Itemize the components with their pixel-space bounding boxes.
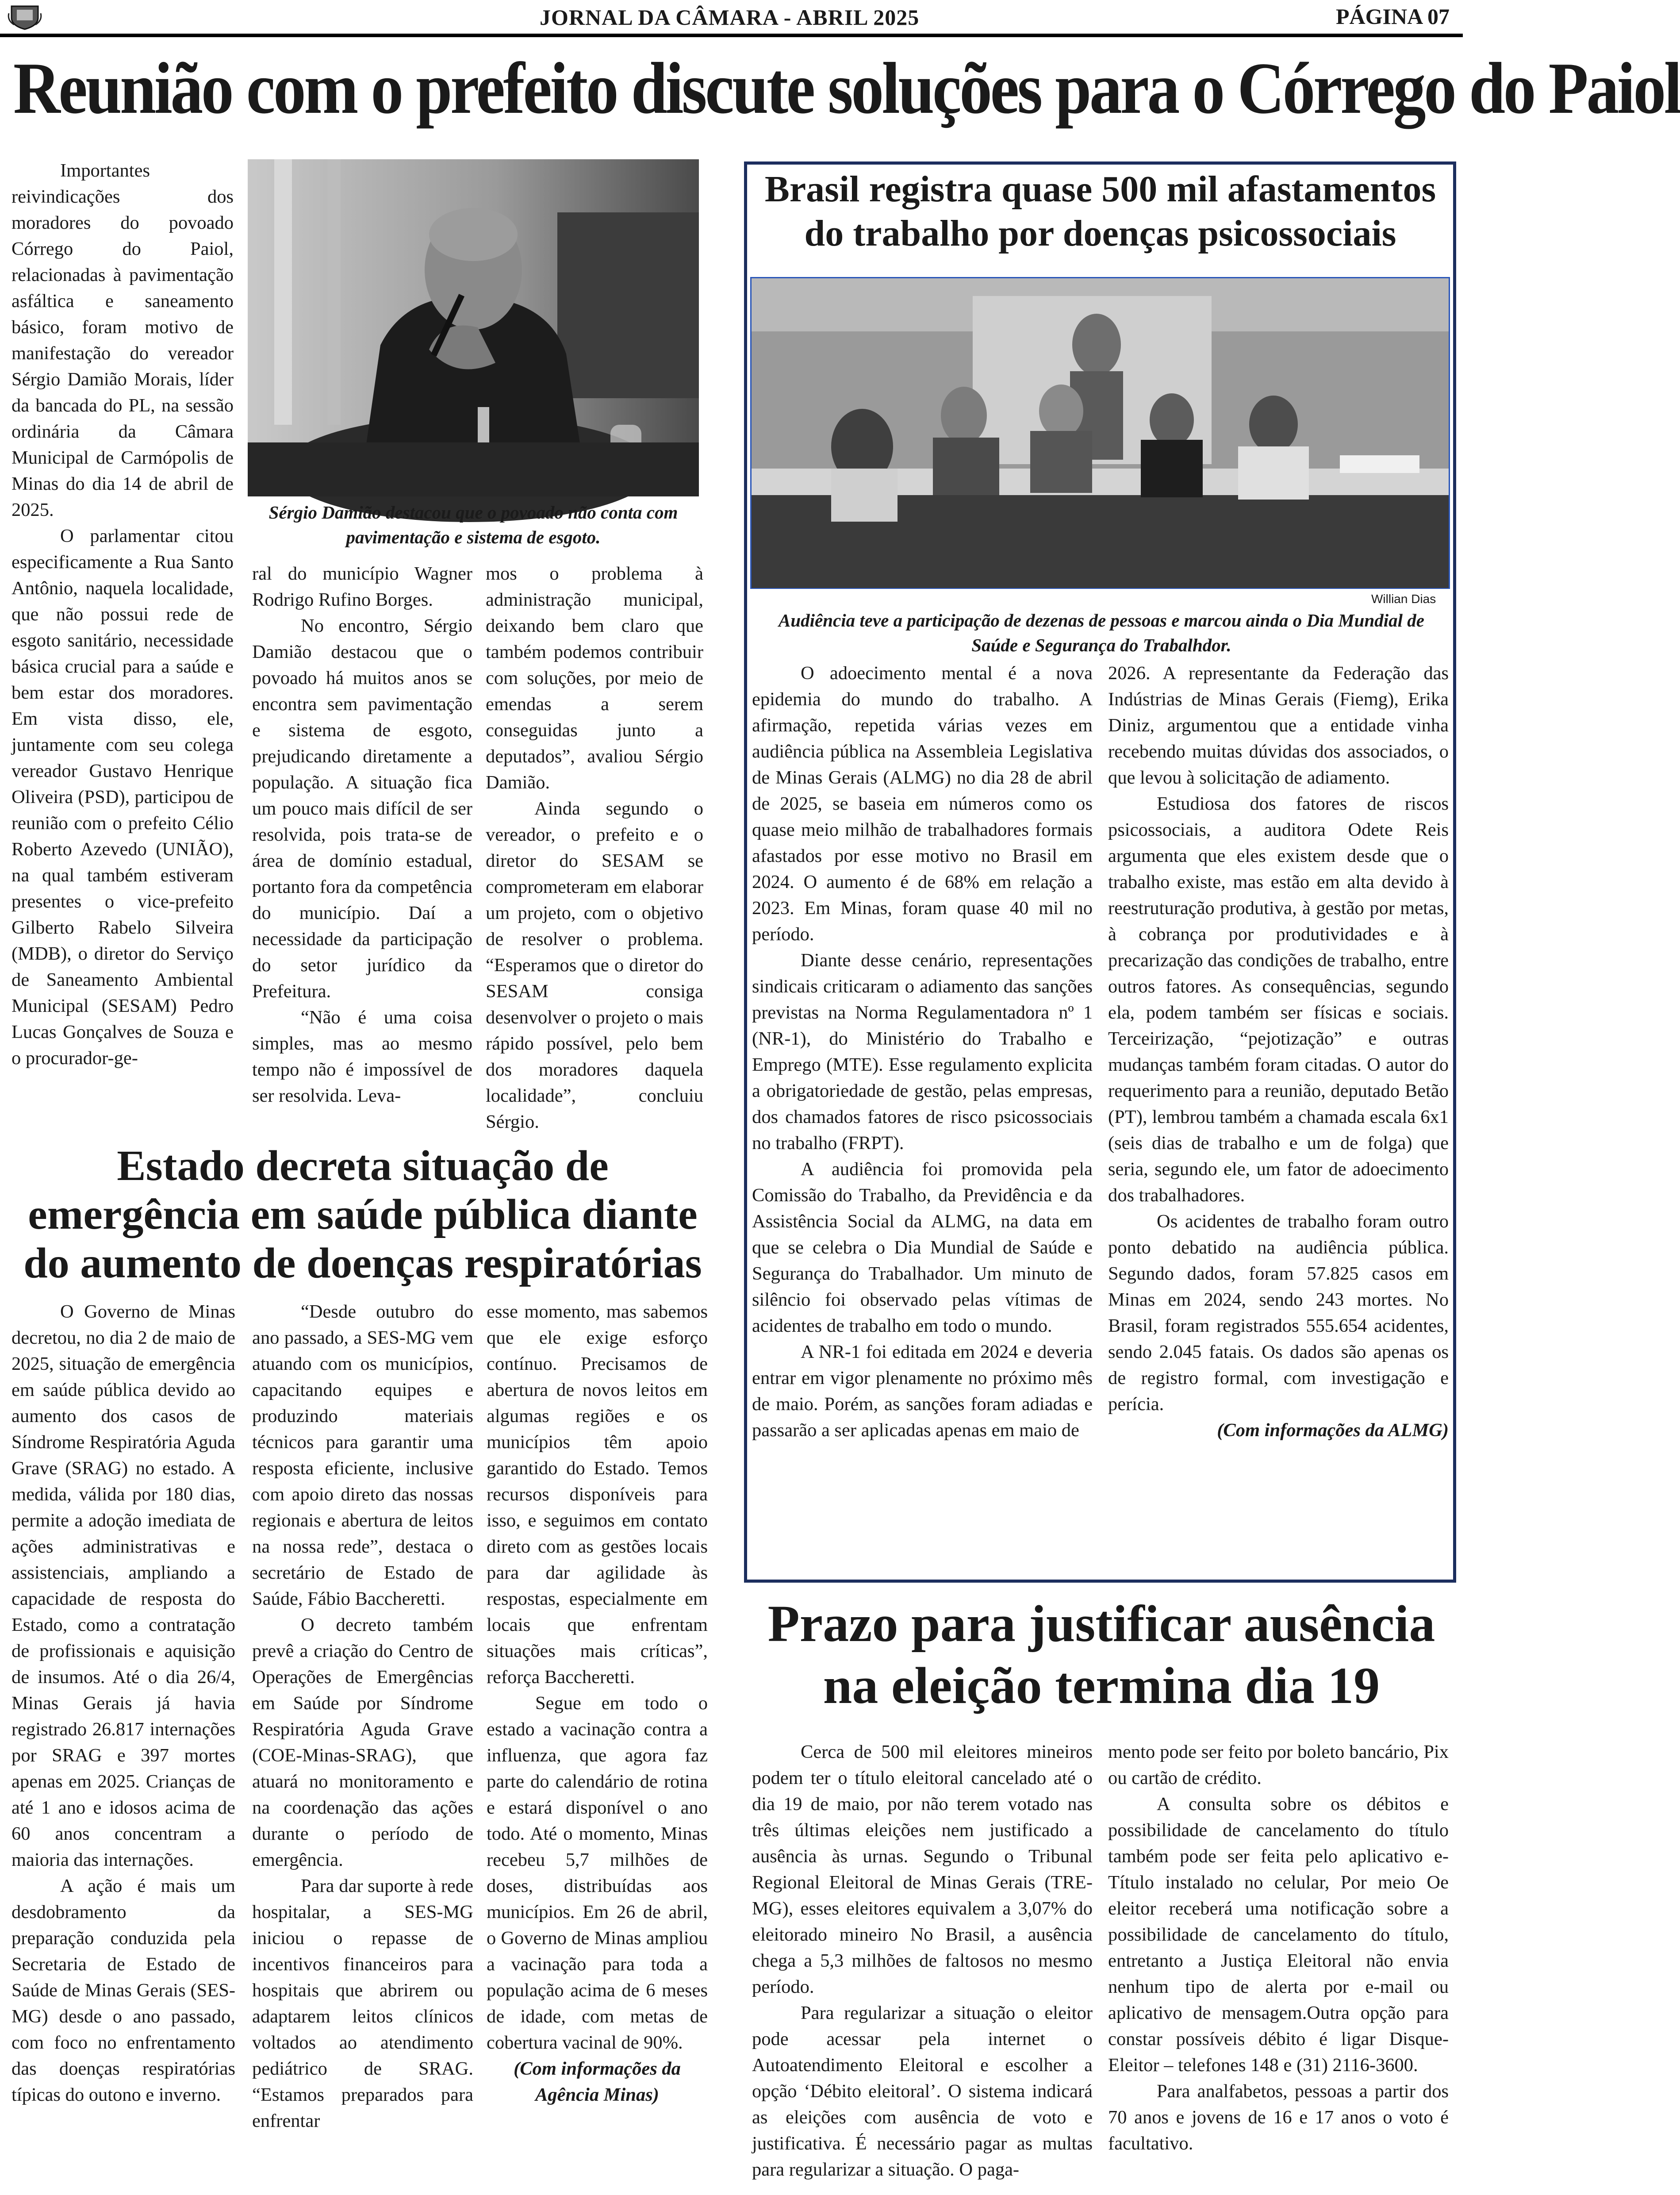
article4-c2-p2: A consulta sobre os débitos e possibilidade de cancelamento do título também pode ser feita pelo aplicativo e-Título instalado no celular, Por meio Oe eleitor receberá uma notificação sobre a possibilidade de cancelamento do título, entretanto a Justiça Eleitoral não envia nenhum tipo de alerta por e-mail ou aplicativo de mensagem.Outra opção para constar possíveis débito é ligar Disque-Eleitor – telefones 148 e (31) 2116-3600. [1108, 1794, 1449, 2076]
article2-column-1 [752, 660, 1093, 1443]
header-rule [0, 34, 1463, 37]
article4-c1-p1: Cerca de 500 mil eleitores mineiros podem ter o título eleitoral cancelado até o dia 19 de maio, por não terem votado nas três últimas eleições nem justificado a ausência às urnas. Segundo o Tribunal Regional Eleitoral de Minas Gerais (TRE-MG), esses eleitores equivalem a 3,07% do eleitorado mineiro No Brasil, a ausência chega a 5,3 milhões de faltosos no mesmo período. [752, 1741, 1093, 1997]
article1-c2-p2: No encontro, Sérgio Damião destacou que o povoado há muitos anos se encontra sem pavimentação e sistema de esgoto, prejudicando diretamente a população. A situação fica um pouco mais difícil de ser resolvida, pois trata-se de área de domínio estadual, portanto fora da competência do município. Daí a necessidade da participação do setor jurídico da Prefeitura. [252, 615, 472, 1002]
article2-c1-p4: A NR-1 foi editada em 2024 e deveria entrar em vigor plenamente no próximo mês de maio. Porém, as sanções foram adiadas e passarão a ser aplicadas apenas em maio de [752, 1342, 1093, 1441]
article3-headline: Estado decreta situação de emergência em saúde pública diante do aumento de doenças respiratórias [23, 1142, 702, 1287]
article2-photo-hearing [750, 277, 1450, 589]
article1-photo-councilman [248, 159, 699, 496]
article4-c2-p3: Para analfabetos, pessoas a partir dos 70 anos e jovens de 16 e 17 anos o voto é facultativo. [1108, 2081, 1449, 2154]
article4-c2-p1: mento pode ser feito por boleto bancário, Pix ou cartão de crédito. [1108, 1741, 1449, 1788]
article1-c2-p1: ral do município Wagner Rodrigo Rufino Borges. [252, 563, 472, 610]
article1-column-2 [252, 561, 472, 1109]
article2-c2-p3: Os acidentes de trabalho foram outro ponto debatido na audiência pública. Segundo dados, foram 57.825 casos em Minas em 2024, sendo 243 mortes. No Brasil, foram registrados 555.654 acidentes, sendo 2.045 fatais. Os dados são apenas os de registro formal, com investigação e perícia. [1108, 1211, 1449, 1415]
article2-c1-p2: Diante desse cenário, representações sindicais criticaram o adiamento das sanções previstas na Norma Regulamentadora nº 1 (NR-1), do Ministério do Trabalho e Emprego (MTE). Esse regulamento explicita a obrigatoriedade de gestão, pelas empresas, dos chamados fatores de risco psicossociais no trabalho (FRPT). [752, 950, 1093, 1153]
article2-c1-p3: A audiência foi promovida pela Comissão do Trabalho, da Previdência e da Assistência Social da ALMG, na data em que se celebra o Dia Mundial de Saúde e Segurança do Trabalhador. Um minuto de silêncio foi observado pelas vítimas de acidentes de trabalho em todo o mundo. [752, 1159, 1093, 1336]
article1-headline: Reunião com o prefeito discute soluções para o Córrego do Paiol [13, 47, 1680, 129]
publication-name: JORNAL DA CÂMARA - ABRIL 2025 [540, 5, 920, 30]
article1-photo-caption: Sérgio Damião destacou que o povoado não conta com pavimentação e sistema de esgoto. [268, 502, 678, 547]
article1-column-3 [486, 561, 703, 1135]
article3-c3-p1: esse momento, mas sabemos que ele exige esforço contínuo. Precisamos de abertura de novos leitos em algumas regiões e os municípios têm apoio garantido do Estado. Temos recursos disponíveis para isso, e seguimos em contato direto com as gestões locais para dar agilidade às respostas, especialmente em locais que enfrentam situações mais críticas”, reforça Baccheretti. [487, 1301, 708, 1688]
article2-column-2 [1108, 660, 1449, 1443]
article2-c2-p1: 2026. A representante da Federação das Indústrias de Minas Gerais (Fiemg), Erika Diniz, argumentou que a entidade vinha recebendo muitas dúvidas dos associados, o que levou à solicitação de adiamento. [1108, 663, 1449, 788]
article2-c1-p1: O adoecimento mental é a nova epidemia do mundo do trabalho. A afirmação, repetida várias vezes em audiência pública na Assembleia Legislativa de Minas Gerais (ALMG) no dia 28 de abril de 2025, se baseia em números como os quase meio milhão de trabalhadores formais afastados por esse motivo no Brasil em 2024. O aumento é de 68% em relação a 2023. Em Minas, foram quase 40 mil no período. [752, 663, 1093, 945]
article4-c1-p2: Para regularizar a situação o eleitor pode acessar pela internet o Autoatendimento Eleitoral e escolher a opção ‘Débito eleitoral’. O sistema indicará as eleições com ausência de voto e justificativa. É necessário pagar as multas para regularizar a situação. O paga- [752, 2003, 1093, 2180]
article3-c3-p2: Segue em todo o estado a vacinação contra a influenza, que agora faz parte do calendário de rotina e estará disponível o ano todo. Até o momento, Minas recebeu 5,7 milhões de doses, distribuídas aos municípios. Em 26 de abril, o Governo de Minas ampliou a vacinação para toda a população acima de 6 meses de idade, com metas de cobertura vacinal de 90%. [487, 1693, 708, 2053]
article1-column-1 [12, 158, 234, 1071]
article2-source-credit: (Com informações da ALMG) [1217, 1420, 1449, 1441]
article3-source-credit: (Com informações da Agência Minas) [514, 2058, 681, 2105]
article3-column-3 [487, 1299, 708, 2108]
article1-c1-p2: O parlamentar citou especificamente a Rua Santo Antônio, naquela localidade, que não possui rede de esgoto sanitário, necessidade básica crucial para a saúde e bem estar dos moradores. Em vista disso, ele, juntamente com seu colega vereador Gustavo Henrique Oliveira (PSD), participou de reunião com o prefeito Célio Roberto Azevedo (UNIÃO), na qual também estiveram presentes o vice-prefeito Gilberto Rabelo Silveira (MDB), o diretor do Serviço de Saneamento Ambiental Municipal (SESAM) Pedro Lucas Gonçalves de Souza e o procurador-ge- [12, 526, 234, 1069]
article1-c2-p3: “Não é uma coisa simples, mas ao mesmo tempo não é impossível de ser resolvida. Leva- [252, 1007, 472, 1106]
article1-c3-p1: mos o problema à administração municipal, deixando bem claro que também podemos contribuir com soluções, por meio de emendas a serem conseguidas junto a deputados”, avaliou Sérgio Damião. [486, 563, 703, 793]
article2-headline: Brasil registra quase 500 mil afastamentos do trabalho por doenças psicossociais [764, 169, 1436, 254]
article1-c3-p2: Ainda segundo o vereador, o prefeito e o diretor do SESAM se comprometeram em elaborar um projeto, com o objetivo de resolver o problema. “Esperamos que o diretor do SESAM consiga desenvolver o projeto o mais rápido possível, pelo bem dos moradores daquela localidade”, concluiu Sérgio. [486, 798, 703, 1132]
article2-photo-caption: Audiência teve a participação de dezenas de pessoas e marcou ainda o Dia Mundial de Saúde e Segurança do Trabalhdor. [779, 610, 1424, 655]
page-number: PÁGINA 07 [1336, 4, 1450, 29]
article3-c2-p3: Para dar suporte à rede hospitalar, a SES-MG iniciou o repasse de incentivos financeiros para hospitais que abrirem ou adaptarem leitos clínicos voltados ao atendimento pediátrico de SRAG. “Estamos preparados para enfrentar [252, 1876, 473, 2131]
article1-c1-p1: Importantes reivindicações dos moradores do povoado Córrego do Paiol, relacionadas à pavimentação asfáltica e saneamento básico, foram motivo de manifestação do vereador Sérgio Damião Morais, líder da bancada do PL, na sessão ordinária da Câmara Municipal de Carmópolis de Minas do dia 14 de abril de 2025. [12, 160, 234, 520]
article2-photo-credit: Willian Dias [1371, 592, 1436, 606]
article4-column-2 [1108, 1739, 1449, 2157]
city-crest-logo [7, 3, 42, 30]
article3-c2-p2: O decreto também prevê a criação do Centro de Operações de Emergências em Saúde por Síndrome Respiratória Aguda Grave (COE-Minas-SRAG), que atuará no monitoramento e na coordenação das ações durante o período de emergência. [252, 1615, 473, 1870]
article3-c2-p1: “Desde outubro do ano passado, a SES-MG vem atuando com os municípios, capacitando equipes e produzindo materiais técnicos para garantir uma resposta eficiente, inclusive com apoio direto das nossas regionais e abertura de leitos na nossa rede”, destaca o secretário de Estado de Saúde, Fábio Baccheretti. [252, 1301, 473, 1609]
article3-column-2 [252, 1299, 473, 2134]
article3-column-1 [12, 1299, 235, 2108]
article4-column-1 [752, 1739, 1093, 2183]
article2-c2-p2: Estudiosa dos fatores de riscos psicossociais, a auditora Odete Reis argumenta que eles existem desde que o trabalho existe, mas estão em alta devido à reestruturação produtiva, à gestão por metas, à cobrança por produtividades e à precarização das condições de trabalho, entre outros fatores. As consequências, segundo ela, podem também ser físicas e sociais. Terceirização, “pejotização” e outras mudanças também foram citadas. O autor do requerimento para a reunião, deputado Betão (PT), lembrou também a chamada escala 6x1 (seis dias de trabalho e um de folga) que seria, segundo ele, um fator de adoecimento dos trabalhadores. [1108, 793, 1449, 1206]
article4-headline: Prazo para justificar ausência na eleição termina dia 19 [767, 1595, 1435, 1714]
article3-c1-p1: O Governo de Minas decretou, no dia 2 de maio de 2025, situação de emergência em saúde pública devido ao aumento dos casos de Síndrome Respiratória Aguda Grave (SRAG) no estado. A medida, válida por 180 dias, permite a adoção imediata de ações administrativas e assistenciais, ampliando a capacidade de resposta do Estado, como a contratação de profissionais e aquisição de insumos. Até o dia 26/4, Minas Gerais já havia registrado 26.817 internações por SRAG e 397 mortes apenas em 2025. Crianças de até 1 ano e idosos acima de 60 anos concentram a maioria das internações. [12, 1301, 235, 1870]
article3-c1-p2: A ação é mais um desdobramento da preparação conduzida pela Secretaria de Estado de Saúde de Minas Gerais (SES-MG) desde o ano passado, com foco no enfrentamento das doenças respiratórias típicas do outono e inverno. [12, 1876, 235, 2105]
